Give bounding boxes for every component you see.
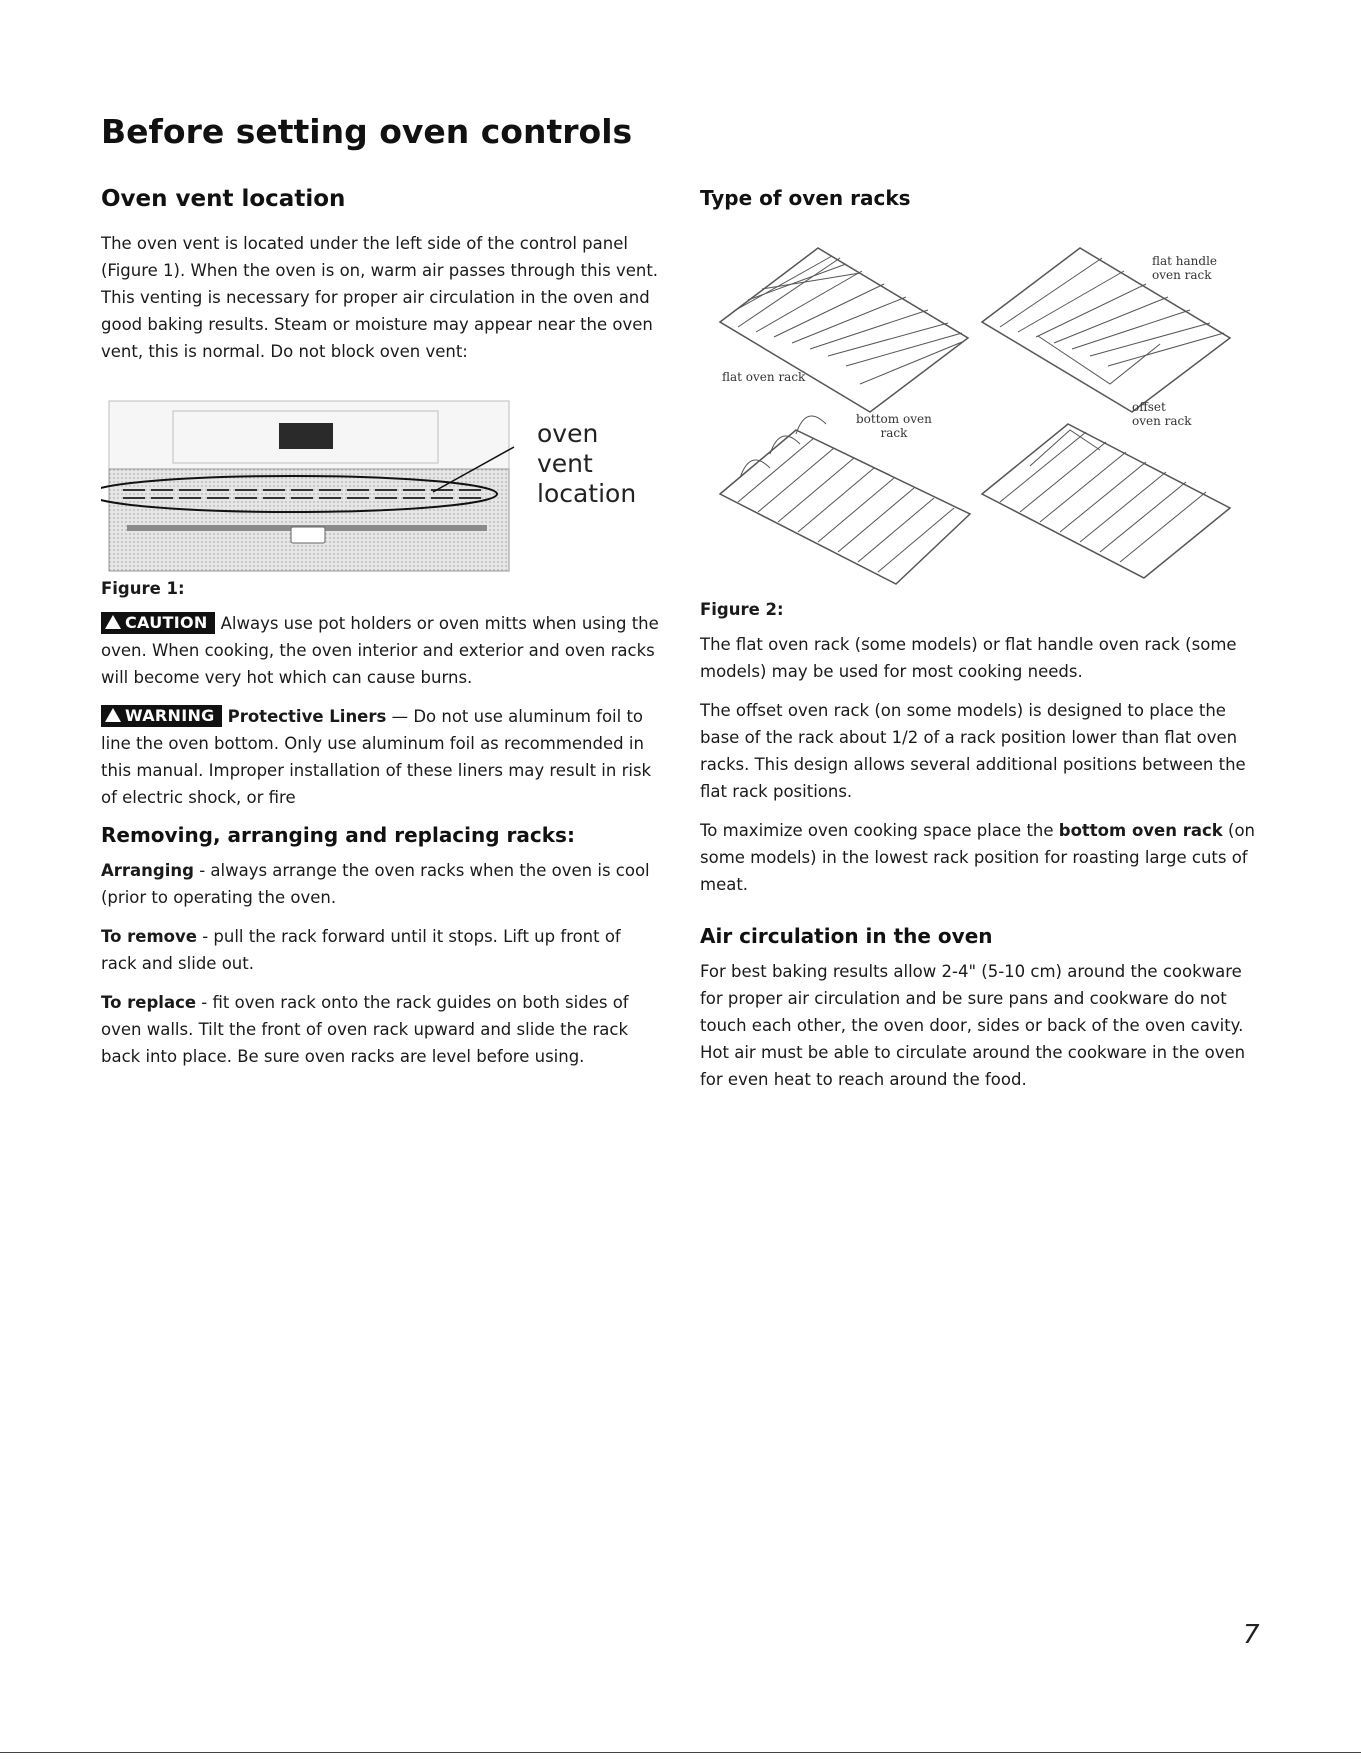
flat-rack-paragraph: The flat oven rack (some models) or flat handle oven rack (some models) may be used for most cooking needs. bbox=[700, 635, 1237, 681]
vent-paragraph: The oven vent is located under the left side of the control panel (Figure 1). When the oven is on, warm air passes through this vent. This venting is necessary for proper air circulation in the oven and good baking results. Steam or moisture may appear near the oven vent, this is normal. Do not block oven vent: bbox=[101, 234, 659, 361]
warning-triangle-icon bbox=[105, 615, 121, 629]
offset-rack-label: offset oven rack bbox=[1132, 400, 1192, 428]
flat-rack-drawing bbox=[720, 248, 968, 412]
arranging-paragraph: Arranging - always arrange the oven racks when the oven is cool (prior to operating the oven. bbox=[101, 861, 650, 907]
bottom-rack-drawing bbox=[720, 416, 970, 584]
page-title: Before setting oven controls bbox=[101, 112, 633, 151]
figure-2-caption: Figure 2: bbox=[700, 600, 784, 619]
page-number: 7 bbox=[1243, 1620, 1260, 1650]
oven-vent-location-label: oven vent location bbox=[537, 419, 637, 508]
warning-paragraph bbox=[101, 703, 661, 811]
flat-rack-label: flat oven rack bbox=[722, 370, 806, 384]
flat-handle-rack-label: flat handle oven rack bbox=[1152, 254, 1218, 282]
racks-heading: Removing, arranging and replacing racks: bbox=[101, 823, 575, 847]
offset-rack-paragraph: The offset oven rack (on some models) is designed to place the base of the rack about 1/2 of a rack position lower than flat oven racks. This design allows several additional positions between the flat rack positions. bbox=[700, 701, 1246, 801]
caution-paragraph bbox=[101, 610, 661, 691]
warning-triangle-icon bbox=[105, 708, 121, 722]
warning-badge: WARNING bbox=[101, 705, 222, 727]
left-column bbox=[101, 186, 661, 1082]
figure-2-rack-illustrations bbox=[700, 244, 1260, 594]
offset-rack-drawing bbox=[982, 424, 1230, 578]
air-circulation-heading: Air circulation in the oven bbox=[700, 924, 993, 948]
air-circulation-paragraph: For best baking results allow 2-4" (5-10 cm) around the cookware for proper air circulation and be sure pans and cookware do not touch each other, the oven door, sides or back of the oven cavity. Hot air must be able to circulate around the cookware in the oven for even heat to reach around the food. bbox=[700, 962, 1246, 1089]
rack-types-heading: Type of oven racks bbox=[700, 186, 911, 210]
replace-paragraph: To replace - fit oven rack onto the rack guides on both sides of oven walls. Tilt the front of oven rack upward and slide the rack back into place. Be sure oven racks are level before using. bbox=[101, 993, 629, 1066]
right-column bbox=[700, 186, 1260, 1105]
figure-1-oven-vent-illustration bbox=[101, 397, 661, 573]
caution-text: Always use pot holders or oven mitts when using the oven. When cooking, the oven interior and exterior and oven racks will become very hot which can cause burns. bbox=[101, 614, 659, 687]
caution-badge: CAUTION bbox=[101, 612, 215, 634]
figure-1-caption: Figure 1: bbox=[101, 579, 185, 598]
vent-heading: Oven vent location bbox=[101, 186, 346, 212]
bottom-rack-label: bottom oven rack bbox=[856, 412, 932, 440]
bottom-rule bbox=[0, 1752, 1361, 1753]
remove-paragraph: To remove - pull the rack forward until it stops. Lift up front of rack and slide out. bbox=[101, 927, 621, 973]
warning-text: — Do not use aluminum foil to line the oven bottom. Only use aluminum foil as recommended in this manual. Improper installation of these liners may result in risk of electric shock, or fire bbox=[101, 707, 652, 807]
bottom-rack-paragraph: To maximize oven cooking space place the bottom oven rack (on some models) in the lowest rack position for roasting large cuts of meat. bbox=[700, 821, 1256, 894]
protective-liners-label: Protective Liners bbox=[227, 707, 387, 726]
